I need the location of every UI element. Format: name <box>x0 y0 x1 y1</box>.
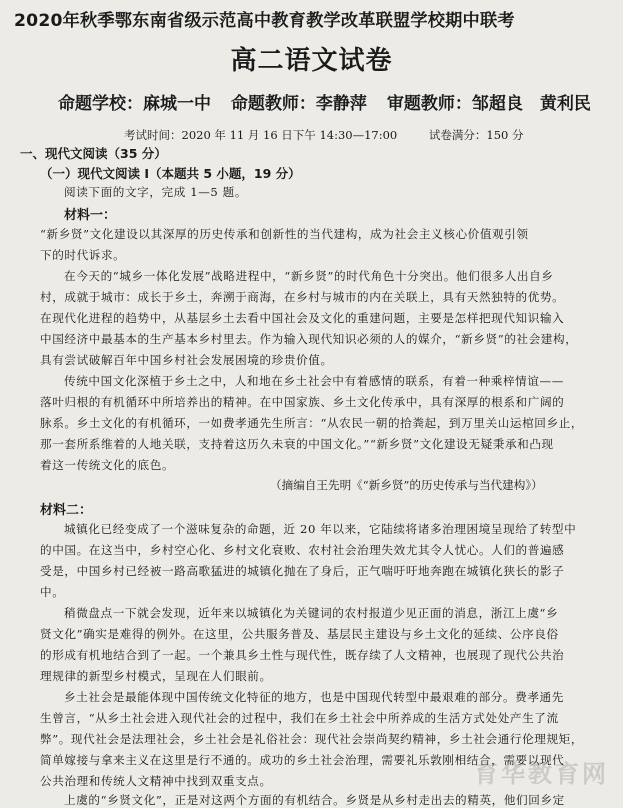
section-title: 一、现代文阅读（35 分） <box>20 146 167 161</box>
exam-title: 2020年秋季鄂东南省级示范高中教育教学改革联盟学校期中联考 <box>14 11 515 31</box>
setter-teacher: 命题教师：李静萍 <box>230 94 367 114</box>
material-1-line: 在今天的“城乡一体化发展”战略进程中，“新乡贤”的时代角色十分突出。他们很多人出自乡 <box>64 269 554 283</box>
material-2-line: 受是，中国乡村已经被一路高歌猛进的城镇化抛在了身后，正气喘吁吁地奔跑在城镇化狭长的影子 <box>40 564 565 578</box>
material-2-line: 城镇化已经变成了一个滋味复杂的命题，近 20 年以来，它陆续将诸多治理困境呈现给了转型中 <box>64 522 577 536</box>
exam-score: 试卷满分：150 分 <box>428 128 524 142</box>
material-1-line: 落叶归根的有机循环中所培养出的精神。在中国家族、乡土文化传承中，具有深厚的根系和广阔的 <box>40 395 565 409</box>
material-1-label: 材料一： <box>64 208 117 223</box>
material-2-line: 贤文化”确实是难得的例外。在这里，公共服务普及、基层民主建设与乡土文化的延续、公序良俗 <box>40 627 559 641</box>
material-1-line: 传统中国文化深植于乡土之中，人和地在乡土社会中有着感情的联系，有着一种乘梓情谊—— <box>64 374 564 388</box>
material-1-line: 那一套所系维着的人地关联，支持着这历久未衰的中国文化。”“新乡贤”文化建设无疑秉承和凸现 <box>40 437 554 451</box>
material-2-line: 上虞的“乡贤文化”，正是对这两个方面的有机结合。乡贤是从乡村走出去的精英，他们回乡定 <box>64 793 565 807</box>
material-1-line: 着这一传统文化的底色。 <box>40 458 175 472</box>
material-2-line: 乡土社会是最能体现中国传统文化特征的地方，也是中国现代转型中最艰难的部分。费孝通先 <box>64 690 564 704</box>
material-1-line: 下的时代诉求。 <box>40 248 126 262</box>
instruction: 阅读下面的文字，完成 1—5 题。 <box>64 185 248 199</box>
material-1-line: “新乡贤”文化建设以其深厚的历史传承和创新性的当代建构，成为社会主义核心价值观引领 <box>40 227 529 241</box>
exam-time: 考试时间：2020 年 11 月 16 日下午 14:30—17:00 <box>124 128 398 142</box>
material-2-line: 的形成有机地结合到了一起。一个兼具乡土性与现代性，既存续了人文精神，也展现了现代公共治 <box>40 648 565 662</box>
reviewer-teachers: 审题教师：邹超良 黄利民 <box>386 94 591 114</box>
material-2-line: 稍微盘点一下就会发现，近年来以城镇化为关键词的农村报道少见正面的消息，浙江上虞“乡 <box>64 606 559 620</box>
setter-info <box>58 89 605 114</box>
material-2-line: 理规律的新型乡村模式，呈现在人们眼前。 <box>40 669 272 683</box>
subsection-title: （一）现代文阅读 I（本题共 5 小题，19 分） <box>40 166 301 181</box>
exam-info <box>124 127 524 143</box>
material-1-line: 具有尝试破解百年中国乡村社会发展困境的珍贵价值。 <box>40 353 333 367</box>
material-2-line: 中。 <box>40 585 65 599</box>
watermark-logo: 育华教育网 <box>474 760 609 788</box>
material-2-line: 弊”。现代社会是法理社会，乡土社会是礼俗社会：现代社会崇尚契约精神，乡土社会通行伦理规矩， <box>40 732 584 746</box>
material-2-line: 简单嫁接与拿来主义在这里是行不通的。成功的乡土社会治理，需要礼乐敦刚相结合，需要以现代 <box>40 753 565 767</box>
material-2-line: 的中国。在这当中，乡村空心化、乡村文化衰败、农村社会治理失效尤其令人忧心。人们的普遍感 <box>40 543 565 557</box>
setter-school: 命题学校：麻城一中 <box>58 94 211 114</box>
paper-title: 高二语文试卷 <box>230 46 393 76</box>
material-2-line: 公共治理和传统人文精神中找到双重支点。 <box>40 774 272 788</box>
material-2-label: 材料二： <box>40 503 93 518</box>
material-1-line: 在现代化进程的趋势中，从基层乡土去看中国社会及文化的重建问题，主要是怎样把现代知识输入 <box>40 311 565 325</box>
material-1-line: 脉系。乡土文化的有机循环，一如费孝通先生所言：“从农民一朝的拾粪起，到万里关山运棺回乡止， <box>40 416 584 430</box>
material-1-line: 村，成就于城市：成长于乡土，奔溯于商海，在乡村与城市的内在关联上，具有天然独特的优势。 <box>40 290 565 304</box>
material-2-line: 生曾言，“从乡土社会进入现代社会的过程中，我们在乡土社会中所养成的生活方式处处产生了流 <box>40 711 559 725</box>
material-1-line: 中国经济中最基本的生产基本乡村里去。作为输入现代知识必须的人的媒介，“新乡贤”的社会建构， <box>40 332 578 346</box>
material-1-source: （摘编自王先明《“新乡贤”的历史传承与当代建构》） <box>270 478 543 492</box>
